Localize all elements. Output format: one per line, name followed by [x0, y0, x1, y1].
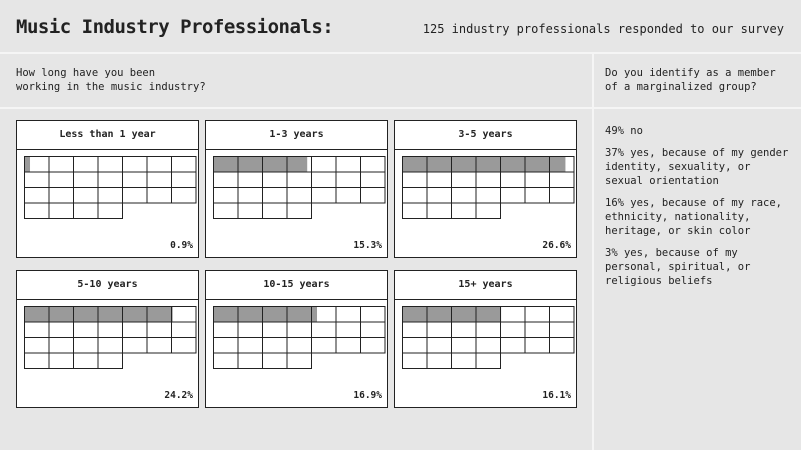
waffle-cell	[403, 203, 428, 219]
waffle-grid	[213, 156, 387, 220]
waffle-cell	[263, 322, 288, 338]
waffle-fill	[263, 157, 288, 173]
waffle-cell	[501, 172, 526, 188]
waffle-cell	[361, 172, 386, 188]
waffle-cell	[550, 322, 575, 338]
waffle-cell	[74, 172, 99, 188]
waffle-cell	[214, 203, 239, 219]
waffle-cell	[427, 188, 452, 204]
waffle-fill	[403, 307, 428, 323]
waffle-cell	[312, 322, 337, 338]
waffle-cell	[361, 188, 386, 204]
waffle-cell	[49, 172, 74, 188]
waffle-cell	[312, 188, 337, 204]
panel-percentage: 24.2%	[164, 390, 193, 401]
waffle-cell	[74, 188, 99, 204]
waffle-cell	[263, 188, 288, 204]
waffle-cell	[238, 203, 263, 219]
waffle-fill	[263, 307, 288, 323]
waffle-cell	[361, 322, 386, 338]
waffle-cell	[427, 322, 452, 338]
waffle-cell	[25, 203, 50, 219]
panel-percentage: 26.6%	[542, 240, 571, 251]
panel-title: 15+ years	[395, 271, 576, 300]
waffle-panel	[394, 270, 577, 408]
waffle-fill	[476, 307, 501, 323]
waffle-cell	[172, 157, 197, 173]
waffle-fill	[501, 157, 526, 173]
waffle-cell	[49, 203, 74, 219]
waffle-cell	[476, 172, 501, 188]
waffle-cell	[25, 338, 50, 354]
waffle-cell	[287, 353, 312, 369]
waffle-grid	[402, 306, 576, 370]
waffle-cell	[238, 172, 263, 188]
waffle-cell	[123, 322, 148, 338]
waffle-panel	[205, 120, 388, 258]
waffle-cell	[336, 172, 361, 188]
waffle-cell	[476, 188, 501, 204]
waffle-cell	[98, 322, 123, 338]
column-divider	[592, 54, 594, 450]
waffle-fill	[452, 307, 477, 323]
waffle-fill	[25, 307, 50, 323]
waffle-cell	[403, 338, 428, 354]
waffle-fill	[98, 307, 123, 323]
waffle-fill	[25, 157, 31, 173]
waffle-cell	[214, 188, 239, 204]
waffle-cell	[123, 188, 148, 204]
waffle-cell	[172, 322, 197, 338]
waffle-cell	[172, 188, 197, 204]
waffle-fill	[238, 307, 263, 323]
panel-percentage: 16.1%	[542, 390, 571, 401]
waffle-cell	[147, 157, 172, 173]
waffle-fill	[287, 307, 312, 323]
panel-title: 1-3 years	[206, 121, 387, 150]
waffle-cell	[147, 172, 172, 188]
waffle-cell	[525, 188, 550, 204]
waffle-fill	[452, 157, 477, 173]
waffle-cell	[336, 322, 361, 338]
waffle-cell	[452, 353, 477, 369]
waffle-cell	[74, 338, 99, 354]
waffle-cell	[49, 157, 74, 173]
panel-title: Less than 1 year	[17, 121, 198, 150]
waffle-cell	[98, 188, 123, 204]
waffle-cell	[74, 353, 99, 369]
row-divider	[0, 107, 801, 109]
waffle-cell	[452, 338, 477, 354]
waffle-cell	[476, 203, 501, 219]
waffle-panel	[16, 270, 199, 408]
waffle-cell	[427, 203, 452, 219]
waffle-cell	[403, 188, 428, 204]
answer-item: 37% yes, because of my gender identity, sexuality, or sexual orientation	[605, 147, 789, 187]
waffle-cell	[312, 157, 337, 173]
waffle-cell	[123, 157, 148, 173]
waffle-fill	[403, 157, 428, 173]
waffle-cell	[452, 203, 477, 219]
waffle-cell	[427, 338, 452, 354]
waffle-cell	[287, 338, 312, 354]
waffle-cell	[49, 338, 74, 354]
waffle-fill	[74, 307, 99, 323]
waffle-cell	[361, 338, 386, 354]
waffle-fill	[49, 307, 74, 323]
waffle-cell	[525, 172, 550, 188]
waffle-grid	[24, 306, 198, 370]
waffle-cell	[263, 203, 288, 219]
waffle-cell	[214, 338, 239, 354]
waffle-cell	[263, 353, 288, 369]
waffle-cell	[427, 353, 452, 369]
waffle-cell	[476, 353, 501, 369]
waffle-cell	[501, 188, 526, 204]
waffle-cell	[427, 172, 452, 188]
question-marginalized-group: Do you identify as a member of a marginalized group?	[605, 67, 776, 93]
waffle-fill	[147, 307, 172, 323]
waffle-cell	[172, 172, 197, 188]
waffle-fill	[214, 307, 239, 323]
waffle-cell	[98, 203, 123, 219]
waffle-fill	[525, 157, 550, 173]
waffle-fill	[214, 157, 239, 173]
waffle-cell	[238, 188, 263, 204]
waffle-cell	[172, 338, 197, 354]
waffle-cell	[172, 307, 197, 323]
panel-percentage: 16.9%	[353, 390, 382, 401]
waffle-cell	[98, 172, 123, 188]
waffle-cell	[501, 338, 526, 354]
answer-item: 49% no	[605, 125, 643, 137]
waffle-cell	[25, 353, 50, 369]
panel-title: 10-15 years	[206, 271, 387, 300]
waffle-cell	[550, 307, 575, 323]
waffle-grid	[402, 156, 576, 220]
waffle-cell	[238, 322, 263, 338]
answer-item: 16% yes, because of my race, ethnicity, nationality, heritage, or skin color	[605, 197, 783, 237]
panel-percentage: 0.9%	[170, 240, 193, 251]
waffle-cell	[49, 188, 74, 204]
waffle-cell	[312, 338, 337, 354]
waffle-cell	[336, 307, 361, 323]
waffle-cell	[238, 353, 263, 369]
marginalized-group-answers	[605, 124, 793, 296]
waffle-cell	[25, 322, 50, 338]
waffle-cell	[550, 172, 575, 188]
waffle-fill	[287, 157, 307, 173]
page-title: Music Industry Professionals:	[16, 16, 334, 38]
survey-respondents-note: 125 industry professionals responded to our survey	[422, 22, 784, 36]
waffle-cell	[147, 188, 172, 204]
waffle-cell	[476, 338, 501, 354]
waffle-cell	[123, 338, 148, 354]
waffle-grid	[213, 306, 387, 370]
waffle-fill	[427, 307, 452, 323]
panel-title: 3-5 years	[395, 121, 576, 150]
waffle-cell	[287, 172, 312, 188]
waffle-panel	[205, 270, 388, 408]
waffle-cell	[25, 172, 50, 188]
waffle-cell	[452, 322, 477, 338]
panel-title: 5-10 years	[17, 271, 198, 300]
waffle-cell	[214, 322, 239, 338]
waffle-cell	[287, 203, 312, 219]
waffle-cell	[361, 157, 386, 173]
waffle-cell	[525, 322, 550, 338]
waffle-cell	[336, 338, 361, 354]
waffle-cell	[452, 172, 477, 188]
waffle-panel	[394, 120, 577, 258]
waffle-cell	[263, 338, 288, 354]
waffle-cell	[98, 157, 123, 173]
waffle-cell	[214, 353, 239, 369]
waffle-cell	[123, 172, 148, 188]
waffle-cell	[263, 172, 288, 188]
waffle-cell	[74, 157, 99, 173]
waffle-cell	[501, 307, 526, 323]
waffle-cell	[452, 188, 477, 204]
waffle-cell	[25, 188, 50, 204]
header	[0, 0, 801, 54]
waffle-cell	[74, 322, 99, 338]
waffle-cell	[403, 353, 428, 369]
waffle-cell	[550, 338, 575, 354]
waffle-fill	[427, 157, 452, 173]
waffle-cell	[214, 172, 239, 188]
waffle-cell	[476, 322, 501, 338]
waffle-cell	[74, 203, 99, 219]
waffle-cell	[336, 157, 361, 173]
waffle-cell	[49, 322, 74, 338]
waffle-cell	[287, 322, 312, 338]
waffle-fill	[123, 307, 148, 323]
waffle-fill	[550, 157, 566, 173]
waffle-cell	[403, 172, 428, 188]
waffle-cell	[501, 322, 526, 338]
waffle-cell	[98, 338, 123, 354]
waffle-cell	[312, 172, 337, 188]
answer-item: 3% yes, because of my personal, spiritual, or religious beliefs	[605, 247, 751, 287]
waffle-cell	[403, 322, 428, 338]
waffle-fill	[476, 157, 501, 173]
waffle-cell	[336, 188, 361, 204]
waffle-grid	[24, 156, 198, 220]
waffle-cell	[147, 338, 172, 354]
waffle-cell	[361, 307, 386, 323]
question-industry-tenure: How long have you been working in the music industry?	[16, 67, 206, 93]
waffle-cell	[287, 188, 312, 204]
waffle-cell	[98, 353, 123, 369]
waffle-fill	[238, 157, 263, 173]
waffle-cell	[525, 338, 550, 354]
waffle-cell	[238, 338, 263, 354]
waffle-cell	[49, 353, 74, 369]
waffle-cell	[525, 307, 550, 323]
waffle-fill	[312, 307, 318, 323]
waffle-panel	[16, 120, 199, 258]
panel-percentage: 15.3%	[353, 240, 382, 251]
waffle-cell	[550, 188, 575, 204]
waffle-cell	[147, 322, 172, 338]
